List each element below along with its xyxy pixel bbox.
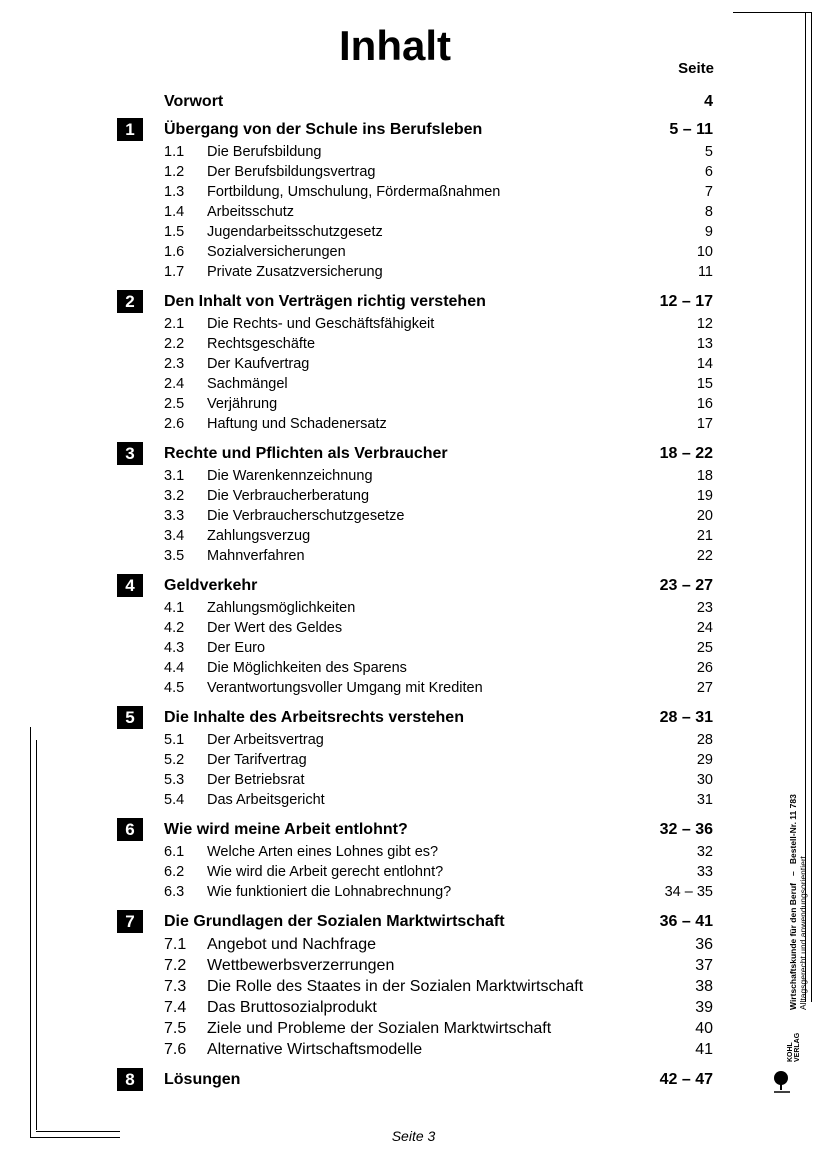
page-number: 12 <box>696 316 713 332</box>
publisher-name: KOHL VERLAG <box>787 1032 801 1062</box>
toc-section-row <box>0 862 827 882</box>
section-number: 2.2 <box>164 336 185 352</box>
section-title: Die Möglichkeiten des Sparens <box>207 660 407 676</box>
section-title: Mahnverfahren <box>207 548 305 564</box>
toc-section-row <box>0 162 827 182</box>
toc-section-row <box>0 414 827 434</box>
page-number: 12 – 17 <box>659 293 713 310</box>
page-number: 25 <box>696 640 713 656</box>
toc-section-row <box>0 955 827 976</box>
page-number: 6 <box>704 164 713 180</box>
section-title: Fortbildung, Umschulung, Fördermaßnahmen <box>207 184 501 200</box>
table-of-contents <box>0 90 827 1092</box>
page-number: 28 – 31 <box>659 709 713 726</box>
side-publisher-info <box>788 730 808 1010</box>
section-title: Die Rechts- und Geschäftsfähigkeit <box>207 316 435 332</box>
toc-section-row <box>0 598 827 618</box>
section-title: Die Verbraucherschutzgesetze <box>207 508 405 524</box>
section-number: 6.1 <box>164 844 185 860</box>
page-number: 7 <box>704 184 713 200</box>
section-title: Haftung und Schadenersatz <box>207 416 387 432</box>
side-subtitle: Alltagsgerecht und anwendungsorientiert <box>798 855 808 1010</box>
section-number: 3.4 <box>164 528 185 544</box>
toc-section-row <box>0 618 827 638</box>
page-number: 23 – 27 <box>659 577 713 594</box>
section-title: Jugendarbeitsschutzgesetz <box>207 224 383 240</box>
page-number: 27 <box>696 680 713 696</box>
page-number: 18 – 22 <box>659 445 713 462</box>
frame-line-right-outer <box>811 12 812 1002</box>
side-order-number: Bestell-Nr. 11 783 <box>788 794 798 865</box>
toc-section-row <box>0 997 827 1018</box>
section-number: 3.2 <box>164 488 185 504</box>
page-number: 18 <box>696 468 713 484</box>
section-title: Alternative Wirtschaftsmodelle <box>207 1041 423 1058</box>
chapter-number-badge: 4 <box>117 574 143 597</box>
chapter-title: Geldverkehr <box>164 577 258 594</box>
page-number: 34 – 35 <box>664 884 713 900</box>
section-number: 7.5 <box>164 1020 187 1037</box>
toc-section-row <box>0 934 827 955</box>
page-title: Inhalt <box>339 22 451 69</box>
toc-section-row <box>0 486 827 506</box>
page-number: 4 <box>704 93 713 110</box>
section-number: 1.7 <box>164 264 185 280</box>
section-number: 1.3 <box>164 184 185 200</box>
toc-section-row <box>0 374 827 394</box>
page-number: 21 <box>696 528 713 544</box>
toc-section-row <box>0 394 827 414</box>
section-number: 5.3 <box>164 772 185 788</box>
section-number: 2.5 <box>164 396 185 412</box>
page-number: 42 – 47 <box>659 1071 713 1088</box>
page-number: 32 – 36 <box>659 821 713 838</box>
page-number: 9 <box>704 224 713 240</box>
page-number: 5 – 11 <box>669 121 713 138</box>
chapter-title: Vorwort <box>164 93 224 110</box>
section-number: 2.3 <box>164 356 185 372</box>
chapter-number-badge: 3 <box>117 442 143 465</box>
section-number: 5.1 <box>164 732 185 748</box>
page-number: 8 <box>704 204 713 220</box>
toc-section-row <box>0 202 827 222</box>
toc-section-row <box>0 314 827 334</box>
page-number: 29 <box>696 752 713 768</box>
section-title: Zahlungsmöglichkeiten <box>207 600 356 616</box>
page-number: 23 <box>696 600 713 616</box>
publisher-logo-icon <box>772 1070 792 1094</box>
section-number: 1.4 <box>164 204 185 220</box>
section-title: Die Rolle des Staates in der Sozialen Marktwirtschaft <box>207 978 584 995</box>
toc-section-row <box>0 790 827 810</box>
page-number: 15 <box>696 376 713 392</box>
chapter-title: Übergang von der Schule ins Berufsleben <box>164 121 483 138</box>
toc-chapter-row <box>0 910 827 934</box>
section-title: Wie wird die Arbeit gerecht entlohnt? <box>207 864 444 880</box>
section-number: 3.3 <box>164 508 185 524</box>
section-title: Verjährung <box>207 396 278 412</box>
page-number: 38 <box>695 978 713 995</box>
section-number: 1.1 <box>164 144 185 160</box>
section-title: Der Berufsbildungsvertrag <box>207 164 376 180</box>
chapter-title: Lösungen <box>164 1071 241 1088</box>
page-number: 41 <box>695 1041 713 1058</box>
section-title: Zahlungsverzug <box>207 528 311 544</box>
toc-section-row <box>0 842 827 862</box>
section-number: 2.1 <box>164 316 185 332</box>
page-number: 5 <box>704 144 713 160</box>
section-number: 2.6 <box>164 416 185 432</box>
page-number: 36 – 41 <box>659 913 713 930</box>
toc-section-row <box>0 658 827 678</box>
section-title: Welche Arten eines Lohnes gibt es? <box>207 844 439 860</box>
chapter-number-badge: 1 <box>117 118 143 141</box>
section-title: Private Zusatzversicherung <box>207 264 383 280</box>
section-number: 4.3 <box>164 640 185 656</box>
toc-section-row <box>0 262 827 282</box>
section-title: Wie funktioniert die Lohnabrechnung? <box>207 884 452 900</box>
page-number: 14 <box>696 356 713 372</box>
section-number: 7.3 <box>164 978 187 995</box>
toc-section-row <box>0 466 827 486</box>
page-number: 20 <box>696 508 713 524</box>
section-title: Verantwortungsvoller Umgang mit Krediten <box>207 680 483 696</box>
section-title: Ziele und Probleme der Sozialen Marktwirtschaft <box>207 1020 552 1037</box>
toc-section-row <box>0 730 827 750</box>
chapter-title: Wie wird meine Arbeit entlohnt? <box>164 821 408 838</box>
frame-line-top-right <box>733 12 811 13</box>
chapter-number-badge: 5 <box>117 706 143 729</box>
chapter-number-badge: 2 <box>117 290 143 313</box>
page-number: 10 <box>696 244 713 260</box>
page-number: 31 <box>696 792 713 808</box>
toc-chapter-row <box>0 1068 827 1092</box>
page-footer: Seite 3 <box>391 1128 436 1144</box>
toc-section-row <box>0 182 827 202</box>
section-title: Der Arbeitsvertrag <box>207 732 324 748</box>
chapter-number-badge: 6 <box>117 818 143 841</box>
toc-section-row <box>0 1018 827 1039</box>
section-number: 7.1 <box>164 936 187 953</box>
toc-section-row <box>0 976 827 997</box>
section-title: Sozialversicherungen <box>207 244 346 260</box>
section-number: 5.4 <box>164 792 185 808</box>
toc-chapter-row <box>0 818 827 842</box>
frame-line-left-inner <box>36 740 37 1130</box>
section-number: 1.2 <box>164 164 185 180</box>
section-title: Das Bruttosozialprodukt <box>207 999 377 1016</box>
section-title: Angebot und Nachfrage <box>207 936 377 953</box>
chapter-title: Rechte und Pflichten als Verbraucher <box>164 445 448 462</box>
toc-section-row <box>0 334 827 354</box>
page-number: 32 <box>696 844 713 860</box>
section-title: Wettbewerbsverzerrungen <box>207 957 395 974</box>
section-number: 1.6 <box>164 244 185 260</box>
section-number: 5.2 <box>164 752 185 768</box>
page-number: 19 <box>696 488 713 504</box>
section-number: 6.3 <box>164 884 185 900</box>
frame-line-left-outer <box>30 727 31 1137</box>
section-title: Der Betriebsrat <box>207 772 305 788</box>
chapter-number-badge: 8 <box>117 1068 143 1091</box>
section-title: Die Verbraucherberatung <box>207 488 370 504</box>
chapter-number-badge: 7 <box>117 910 143 933</box>
side-separator: – <box>788 871 798 876</box>
page-number: 33 <box>696 864 713 880</box>
section-title: Der Tarifvertrag <box>207 752 307 768</box>
toc-section-row <box>0 526 827 546</box>
section-title: Der Euro <box>207 640 266 656</box>
toc-section-row <box>0 354 827 374</box>
chapter-title: Die Inhalte des Arbeitsrechts verstehen <box>164 709 464 726</box>
page-number: 36 <box>695 936 713 953</box>
page-number: 11 <box>697 264 713 280</box>
toc-section-row <box>0 678 827 698</box>
section-number: 4.2 <box>164 620 185 636</box>
section-number: 7.6 <box>164 1041 187 1058</box>
page-number: 22 <box>696 548 713 564</box>
page-column-header: Seite <box>678 60 714 77</box>
chapter-title: Die Grundlagen der Sozialen Marktwirtschaft <box>164 913 505 930</box>
page-number: 37 <box>695 957 713 974</box>
section-number: 2.4 <box>164 376 185 392</box>
section-number: 6.2 <box>164 864 185 880</box>
page-number: 13 <box>696 336 713 352</box>
section-number: 3.5 <box>164 548 185 564</box>
toc-chapter-row <box>0 90 827 114</box>
toc-section-row <box>0 242 827 262</box>
toc-section-row <box>0 638 827 658</box>
section-number: 7.2 <box>164 957 187 974</box>
section-title: Die Berufsbildung <box>207 144 322 160</box>
page-number: 26 <box>696 660 713 676</box>
section-title: Die Warenkennzeichnung <box>207 468 373 484</box>
page-number: 39 <box>695 999 713 1016</box>
toc-chapter-row <box>0 442 827 466</box>
toc-section-row <box>0 546 827 566</box>
section-title: Der Kaufvertrag <box>207 356 310 372</box>
side-book-title: Wirtschaftskunde für den Beruf <box>788 883 798 1010</box>
section-title: Sachmängel <box>207 376 288 392</box>
page-number: 28 <box>696 732 713 748</box>
section-title: Rechtsgeschäfte <box>207 336 316 352</box>
section-number: 3.1 <box>164 468 185 484</box>
page-number: 24 <box>696 620 713 636</box>
page-number: 17 <box>696 416 713 432</box>
section-number: 4.1 <box>164 600 185 616</box>
section-title: Das Arbeitsgericht <box>207 792 325 808</box>
toc-chapter-row <box>0 706 827 730</box>
page-number: 40 <box>695 1020 713 1037</box>
chapter-title: Den Inhalt von Verträgen richtig verstehen <box>164 293 486 310</box>
section-number: 4.5 <box>164 680 185 696</box>
toc-section-row <box>0 750 827 770</box>
toc-section-row <box>0 142 827 162</box>
section-number: 4.4 <box>164 660 185 676</box>
toc-section-row <box>0 770 827 790</box>
toc-chapter-row <box>0 118 827 142</box>
page-number: 30 <box>696 772 713 788</box>
toc-section-row <box>0 222 827 242</box>
toc-section-row <box>0 506 827 526</box>
section-title: Der Wert des Geldes <box>207 620 343 636</box>
toc-section-row <box>0 882 827 902</box>
toc-section-row <box>0 1039 827 1060</box>
section-number: 7.4 <box>164 999 187 1016</box>
toc-chapter-row <box>0 574 827 598</box>
section-number: 1.5 <box>164 224 185 240</box>
section-title: Arbeitsschutz <box>207 204 295 220</box>
toc-chapter-row <box>0 290 827 314</box>
page-number: 16 <box>696 396 713 412</box>
